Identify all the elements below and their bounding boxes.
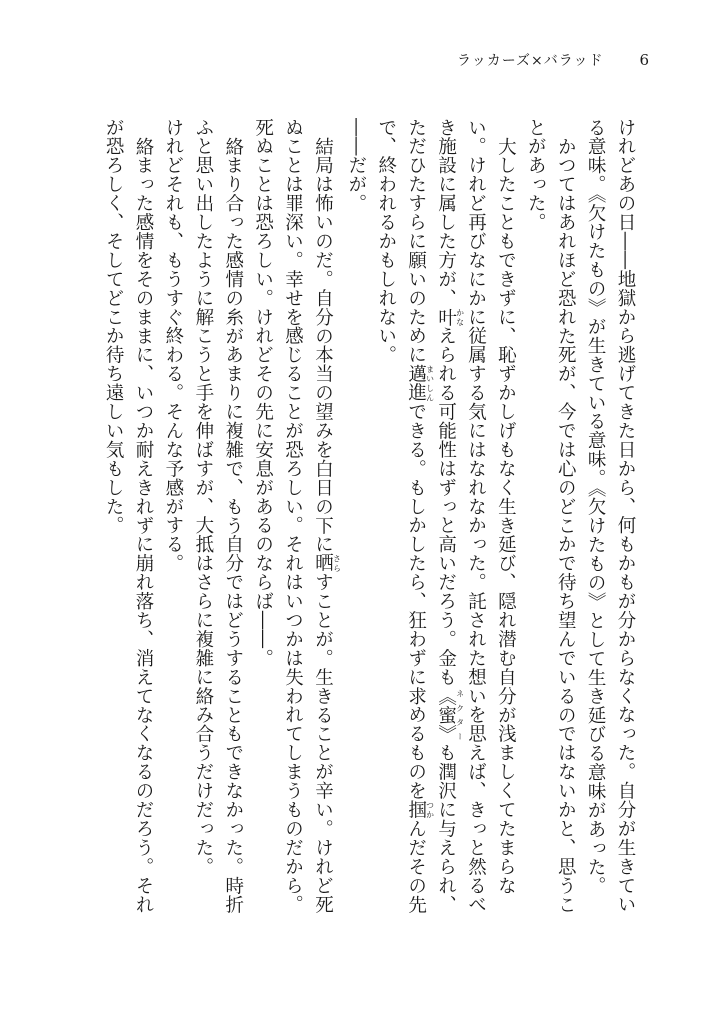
ruby-reading: つか — [425, 800, 435, 820]
ruby-reading: かな — [455, 307, 465, 327]
text-run: けれどそれも、もうすぐ終わる。そんな予感がする。 — [162, 118, 184, 573]
book-title: ラッカーズ×バラッド — [456, 53, 604, 69]
page-number: 6 — [639, 51, 650, 69]
ruby-annotation — [405, 364, 435, 403]
text-run: 結局は怖いのだ。自分の本当の望みを白日の下に — [312, 136, 334, 554]
ruby-annotation — [435, 307, 465, 327]
paragraph — [520, 118, 580, 918]
text-run: も潤沢に与えられ、ただひたすらに願いのために — [405, 118, 457, 914]
ruby-reading: ネクター — [455, 686, 465, 744]
paragraph — [371, 118, 521, 918]
paragraph — [158, 118, 188, 918]
text-run: えられる可能性はずっと高いだろう。金も — [435, 326, 457, 687]
paragraph — [248, 118, 341, 918]
body-text — [98, 118, 640, 918]
paragraph — [98, 118, 158, 918]
ruby-base: 晒 — [312, 553, 334, 573]
ruby-base: 《蜜》 — [435, 686, 457, 744]
text-run: できる。もしかしたら、狂わずに求めるものを — [405, 402, 427, 801]
text-run: けれどあの日――地獄から逃げてきた日から、何もかもが分からなくなった。自分が生きている意味。《欠けたもの》が生きている意味。《欠けたもの》として生き延びる意味があった。 — [585, 118, 636, 914]
text-run: かつてはあれほど恐れた死が、今では心のどこかで待ち望んでいるのではないかと、思うことがあった。 — [525, 118, 577, 914]
paragraph — [188, 118, 248, 918]
ruby-base: 邁進 — [405, 364, 427, 403]
ruby-base: 叶 — [435, 307, 457, 327]
ruby-annotation — [312, 553, 342, 573]
ruby-reading: まいしん — [425, 364, 435, 403]
paragraph — [580, 118, 640, 918]
ruby-annotation — [405, 800, 435, 820]
text-run: 絡まった感情をそのままに、いつか耐えきれずに崩れ落ち、消えてなくなるのだろう。それが恐ろしく、そしてどこか待ち遠しい気もした。 — [103, 118, 154, 914]
paragraph — [341, 118, 371, 918]
text-run: ――だが。 — [345, 118, 367, 213]
ruby-base: 掴 — [405, 800, 427, 820]
running-header — [457, 50, 650, 70]
ruby-annotation — [435, 686, 465, 744]
text-run: んだその先で、終われるかもしれない。 — [375, 118, 427, 914]
text-run: すことが。生きることが辛い。けれど死ぬことは罪深い。幸せを感じることが恐ろしい。それはいつかは失われてしまうものだから。死ぬことは恐ろしい。けれどその先に安息があるのならば――。 — [252, 118, 334, 914]
text-run: 絡まり合った感情の糸があまりに複雑で、もう自分ではどうすることもできなかった。時折ふと思い出したように解こうと手を伸ばすが、大抵はさらに複雑に絡み合うだけだった。 — [192, 118, 244, 914]
ruby-reading: さら — [332, 553, 342, 573]
text-run: 大したこともできずに、恥ずかしげもなく生き延び、隠れ潜む自分が浅ましくてたまらない。けれど再びなにかに従属する気にはなれなかった。託された想いを思えば、きっと然るべき施設に属した方が、 — [435, 118, 517, 914]
